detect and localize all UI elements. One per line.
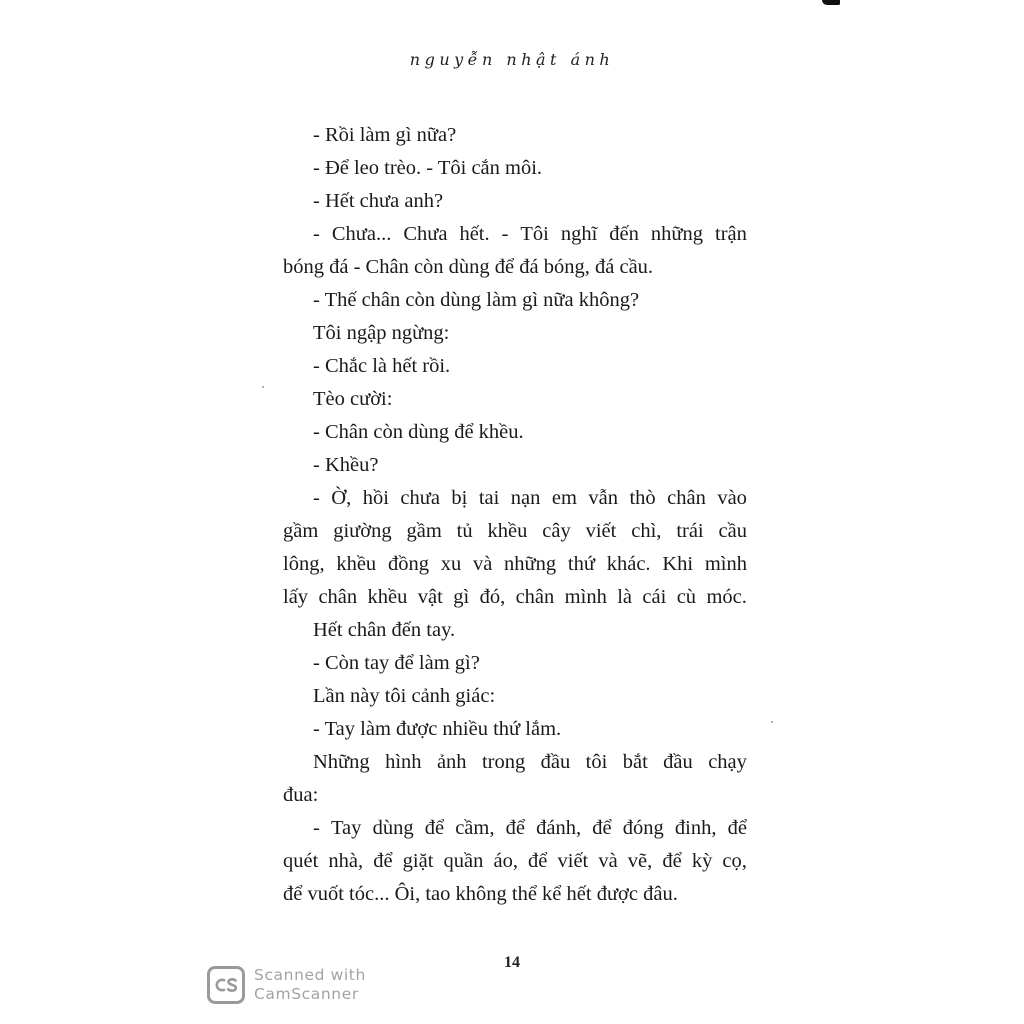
scan-edge-mark bbox=[822, 0, 840, 5]
word: trái bbox=[676, 520, 704, 542]
text-line: để vuốt tóc... Ôi, tao không thể kể hết được đâu. bbox=[283, 883, 678, 905]
word: em bbox=[551, 487, 577, 509]
word: chì, bbox=[631, 520, 662, 542]
word: và bbox=[598, 850, 618, 872]
word: đó, bbox=[479, 586, 506, 608]
word: tai bbox=[478, 487, 500, 509]
word: vật bbox=[417, 586, 443, 608]
word: để bbox=[505, 817, 525, 839]
text-line bbox=[283, 548, 747, 581]
word: đồng bbox=[387, 553, 429, 575]
text-line: Tèo cười: bbox=[313, 388, 393, 410]
word: mình bbox=[564, 586, 607, 608]
word: quần bbox=[443, 850, 484, 872]
word: đến bbox=[609, 223, 639, 245]
word: cầm, bbox=[455, 817, 495, 839]
word: đánh, bbox=[536, 817, 582, 839]
word: bị bbox=[451, 487, 468, 509]
word: Chưa bbox=[403, 223, 448, 245]
text-line bbox=[283, 482, 747, 515]
word: khác. bbox=[606, 553, 651, 575]
text-line bbox=[283, 515, 747, 548]
text-line: - Hết chưa anh? bbox=[313, 190, 444, 212]
word: chưa bbox=[400, 487, 440, 509]
word: cọ, bbox=[722, 850, 747, 872]
text-line bbox=[283, 746, 747, 779]
word: giường bbox=[333, 520, 392, 542]
word: trận bbox=[715, 223, 747, 245]
word: chạy bbox=[708, 751, 747, 773]
word: đầu bbox=[663, 751, 693, 773]
word: - bbox=[501, 223, 509, 245]
word: lông, bbox=[283, 553, 325, 575]
word: ảnh bbox=[436, 751, 467, 773]
word: thò bbox=[629, 487, 656, 509]
word: lấy bbox=[283, 586, 309, 608]
text-line: - Chân còn dùng để khều. bbox=[313, 421, 524, 443]
word: chân bbox=[318, 586, 358, 608]
word: là bbox=[617, 586, 633, 608]
word: kỳ bbox=[691, 850, 713, 872]
word: Khi bbox=[662, 553, 694, 575]
word: đinh, bbox=[674, 817, 717, 839]
word: viết bbox=[557, 850, 589, 872]
word: những bbox=[650, 223, 704, 245]
word: vẫn bbox=[588, 487, 618, 509]
word: xu bbox=[440, 553, 462, 575]
word: nhà, bbox=[328, 850, 364, 872]
word: gầm bbox=[283, 520, 319, 542]
word: tôi bbox=[585, 751, 608, 773]
scan-speck bbox=[262, 386, 264, 388]
word: khều bbox=[336, 553, 377, 575]
text-line: đua: bbox=[283, 784, 319, 806]
word: hết. bbox=[459, 223, 490, 245]
watermark-text bbox=[254, 966, 366, 1004]
word: Ờ, bbox=[331, 487, 352, 509]
word: cù bbox=[676, 586, 697, 608]
text-line bbox=[283, 218, 747, 251]
word: - bbox=[313, 817, 320, 839]
word: trong bbox=[481, 751, 526, 773]
text-line: Tôi ngập ngừng: bbox=[313, 322, 450, 344]
word: gầm bbox=[406, 520, 442, 542]
text-line bbox=[283, 845, 747, 878]
word: dùng bbox=[372, 817, 414, 839]
word: để bbox=[662, 850, 682, 872]
word: những bbox=[504, 553, 557, 575]
word: hình bbox=[385, 751, 422, 773]
word: giặt bbox=[402, 850, 434, 872]
word: để bbox=[424, 817, 445, 839]
word: nghĩ bbox=[560, 223, 598, 245]
word: đầu bbox=[540, 751, 571, 773]
body-text bbox=[283, 119, 747, 911]
watermark-line-2: CamScanner bbox=[254, 985, 359, 1003]
text-line: - Thế chân còn dùng làm gì nữa không? bbox=[313, 289, 640, 311]
text-line: Lần này tôi cảnh giác: bbox=[313, 685, 496, 707]
page-number: 14 bbox=[504, 954, 520, 971]
text-line: - Rồi làm gì nữa? bbox=[313, 124, 457, 146]
text-line: - Còn tay để làm gì? bbox=[313, 652, 480, 674]
text-line: - Chắc là hết rồi. bbox=[313, 355, 451, 377]
word: Những bbox=[313, 751, 370, 773]
watermark-line-1: Scanned with bbox=[254, 966, 366, 984]
word: hồi bbox=[362, 487, 389, 509]
word: vẽ, bbox=[627, 850, 653, 872]
word: gì bbox=[453, 586, 470, 608]
word: thứ bbox=[567, 553, 595, 575]
word: Tôi bbox=[520, 223, 549, 245]
word: - bbox=[313, 223, 320, 245]
text-line: - Để leo trèo. - Tôi cắn môi. bbox=[313, 157, 543, 179]
word: mình bbox=[704, 553, 747, 575]
word: viết bbox=[585, 520, 617, 542]
word: cây bbox=[542, 520, 571, 542]
word: vào bbox=[717, 487, 747, 509]
word: - bbox=[313, 487, 320, 509]
word: áo, bbox=[493, 850, 518, 872]
word: chân bbox=[515, 586, 555, 608]
scan-speck bbox=[771, 721, 773, 723]
camscanner-logo-icon bbox=[207, 966, 245, 1004]
word: và bbox=[472, 553, 493, 575]
word: khều bbox=[487, 520, 528, 542]
camscanner-watermark bbox=[207, 966, 366, 1004]
word: cầu bbox=[718, 520, 747, 542]
word: tủ bbox=[456, 520, 473, 542]
word: Tay bbox=[330, 817, 362, 839]
word: để bbox=[373, 850, 393, 872]
word: cái bbox=[642, 586, 667, 608]
word: để bbox=[592, 817, 612, 839]
word: khều bbox=[367, 586, 408, 608]
word: đóng bbox=[622, 817, 664, 839]
word: Chưa... bbox=[331, 223, 392, 245]
text-line: Hết chân đến tay. bbox=[313, 619, 456, 641]
text-line: - Tay làm được nhiều thứ lắm. bbox=[313, 718, 562, 740]
word: để bbox=[528, 850, 548, 872]
text-line: bóng đá - Chân còn dùng để đá bóng, đá cầu. bbox=[283, 256, 654, 278]
word: chân bbox=[667, 487, 706, 509]
running-header-author: nguyễn nhật ánh bbox=[409, 50, 615, 69]
word: móc. bbox=[706, 586, 747, 608]
word: quét bbox=[283, 850, 319, 872]
word: bắt bbox=[622, 751, 648, 773]
word: để bbox=[727, 817, 747, 839]
word: nạn bbox=[510, 487, 541, 509]
text-line bbox=[283, 812, 747, 845]
text-line: - Khều? bbox=[313, 454, 379, 476]
text-line bbox=[283, 581, 747, 614]
